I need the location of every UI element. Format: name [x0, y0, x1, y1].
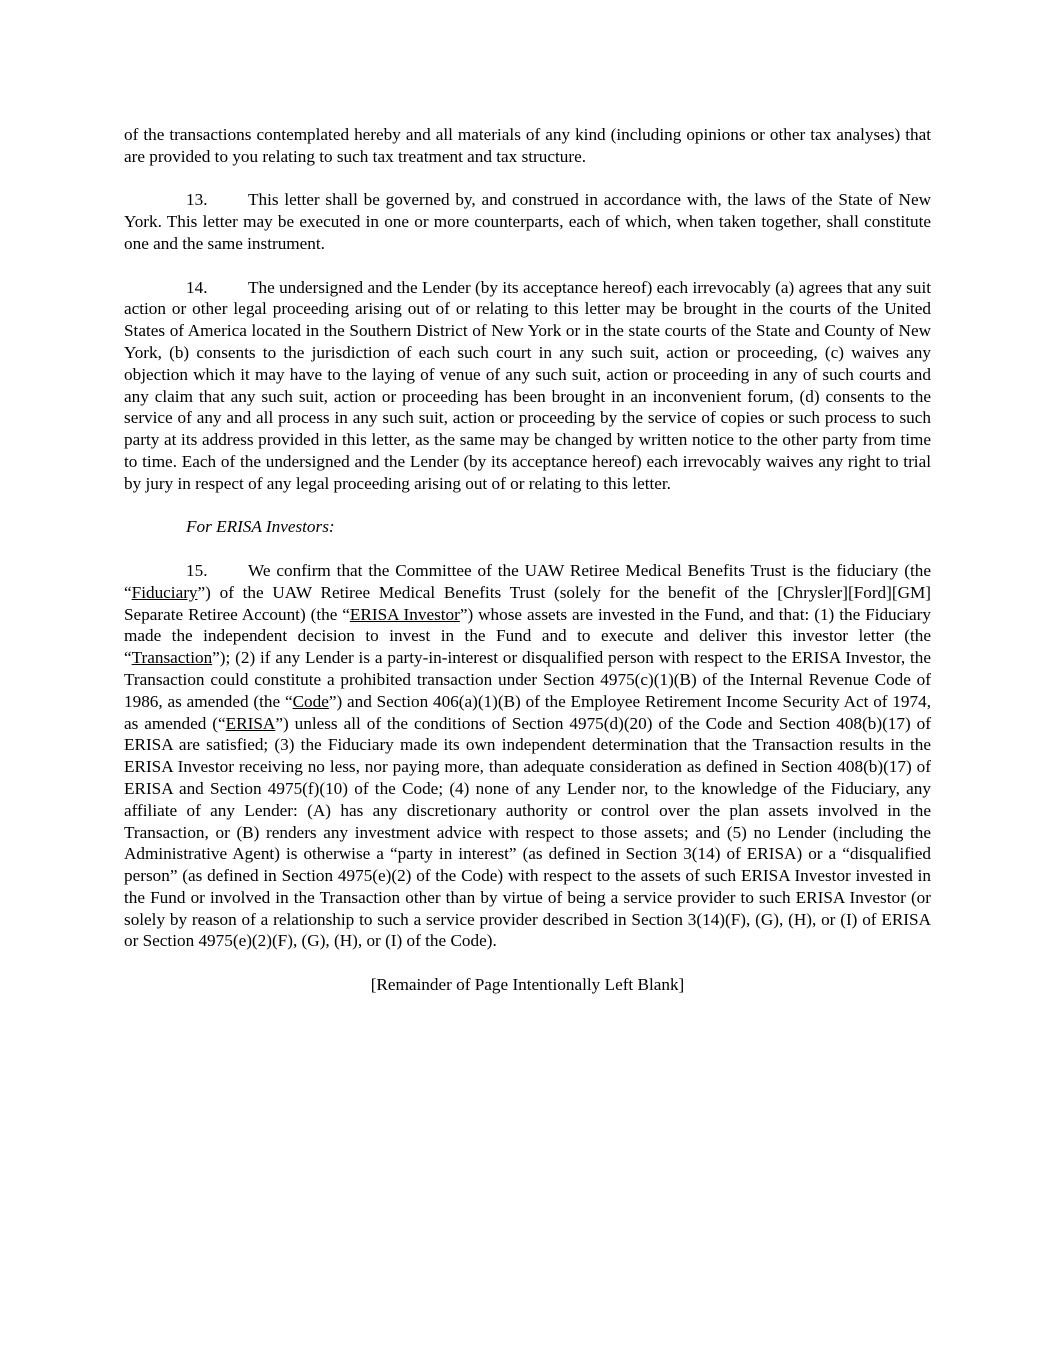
paragraph-15 — [124, 560, 931, 952]
paragraph-text-part: ”) whose assets are invested in the Fund, and that: (1) the Fiduciary made the independent decision to invest in the Fund and to execute and deliver this investor letter (the “ — [124, 604, 932, 668]
erisa-heading: For ERISA Investors: — [186, 517, 335, 537]
paragraph-number: 14. — [186, 277, 208, 297]
paragraph-text-part: ”); (2) if any Lender is a party-in-interest or disqualified person with respect to the ERISA Investor, the Transaction could constitute a prohibited transaction under Section 4975(c)(1)(B) of the Internal Revenue Code of 1986, as amended (the “ — [124, 648, 931, 711]
paragraph-text: The undersigned and the Lender (by its acceptance hereof) each irrevocably (a) agrees that any suit action or other legal proceeding arising out of or relating to this letter may be brought in the courts of the United States of America located in the Southern District of New York or in the state courts of the State and County of New York, (b) consents to the jurisdiction of each such court in any such suit, action or proceeding, (c) waives any objection which it may have to the laying of venue of any such suit, action or proceeding in any of such courts and any claim that any such suit, action or proceeding has been brought in an inconvenient forum, (d) consents to the service of any and all process in any such suit, action or proceeding by the service of copies or such process to such party at its address provided in this letter, as the same may be changed by written notice to the other party from time to time. Each of the undersigned and the Lender (by its acceptance hereof) each irrevocably waives any right to trial by jury in respect of any legal proceeding arising out of or relating to this letter. — [124, 277, 931, 493]
paragraph-text: This letter shall be governed by, and construed in accordance with, the laws of the State of New York. This letter may be executed in one or more counterparts, each of which, when taken together, shall constitute one and the same instrument. — [124, 190, 931, 253]
paragraph-14 — [124, 277, 931, 495]
paragraph-text-part: We confirm that the Committee of the UAW Retiree Medical Benefits Trust is the fiduciary (the “ — [124, 560, 931, 602]
paragraph-continued: of the transactions contemplated hereby and all materials of any kind (including opinions or other tax analyses) that are provided to you relating to such tax treatment and tax structure. — [124, 125, 931, 166]
paragraph-text-part: ”) of the UAW Retiree Medical Benefits Trust (solely for the benefit of the [Chrysler][Ford][GM] Separate Retiree Account) (the “ — [124, 582, 931, 624]
paragraph-text-part: ”) unless all of the conditions of Section 4975(d)(20) of the Code and Section 408(b)(17) of ERISA are satisfied; (3) the Fiduciary made its own independent determination that the Transaction results in the ERISA Investor receiving no less, nor paying more, than adequate consideration as defined in Section 408(b)(17) of ERISA and Section 4975(f)(10) of the Code; (4) none of any Lender nor, to the knowledge of the Fiduciary, any affiliate of any Lender: (A) has any discretionary authority or control over the plan assets involved in the Transaction, or (B) renders any investment advice with respect to those assets; and (5) no Lender (including the Administrative Agent) is otherwise a “party in interest” (as defined in Section 3(14) of ERISA) or a “disqualified person” (as defined in Section 4975(e)(2) of the Code) with respect to the assets of such ERISA Investor invested in the Fund or involved in the Transaction other than by virtue of being a service provider to such ERISA Investor (or solely by reason of a relationship to such a service provider described in Section 3(14)(F), (G), (H), or (I) of ERISA or Section 4975(e)(2)(F), (G), (H), or (I) of the Code). — [124, 713, 931, 951]
paragraph-number: 13. — [186, 190, 208, 210]
defined-term-fiduciary: Fiduciary — [131, 582, 198, 602]
defined-term-erisa: ERISA — [225, 713, 276, 733]
defined-term-code: Code — [292, 691, 329, 711]
remainder-note: [Remainder of Page Intentionally Left Blank] — [370, 975, 685, 995]
paragraph-text-part: ”) and Section 406(a)(1)(B) of the Employee Retirement Income Security Act of 1974, as amended (“ — [124, 691, 931, 733]
defined-term-erisa-investor: ERISA Investor — [349, 604, 460, 624]
document-page — [124, 124, 931, 996]
defined-term-transaction: Transaction — [131, 648, 213, 668]
paragraph-number: 15. — [186, 560, 208, 580]
paragraph-13 — [124, 189, 931, 254]
